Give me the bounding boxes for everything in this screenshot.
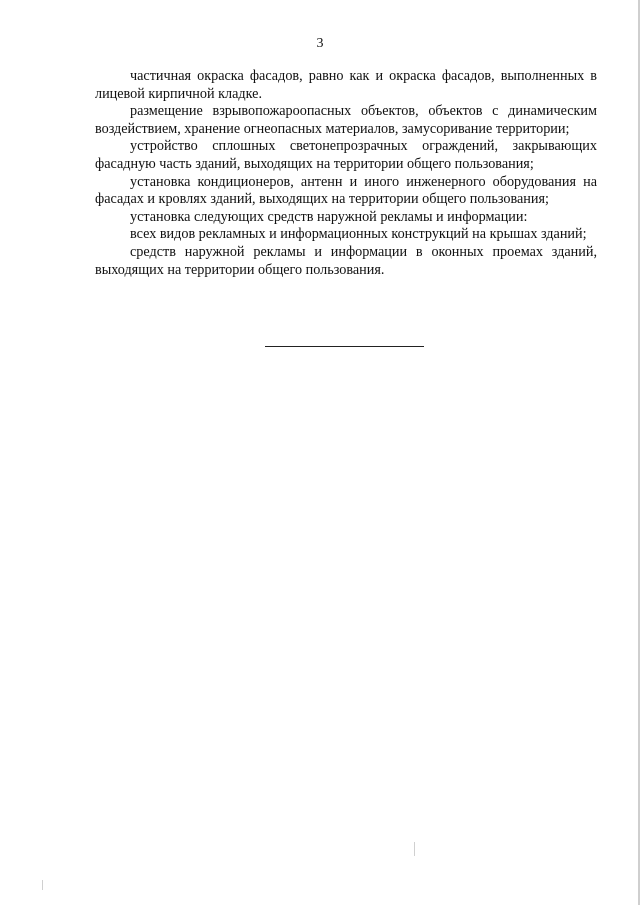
document-body <box>95 68 597 279</box>
paragraph-solid-fences: устройство сплошных светонепрозрачных ограждений, закрывающих фасадную часть зданий, выходящих на территории общего пользования; <box>95 138 597 172</box>
scan-artifact <box>42 880 43 890</box>
paragraph-hazardous-objects: размещение взрывопожароопасных объектов, объектов с динамическим воздействием, хранение огнеопасных материалов, замусоривание территории; <box>95 103 597 137</box>
paragraph-roof-advertising: всех видов рекламных и информационных конструкций на крышах зданий; <box>130 226 587 243</box>
paragraph-window-advertising: средств наружной рекламы и информации в оконных проемах зданий, выходящих на территории общего пользования. <box>95 243 597 278</box>
paragraph-facade-painting: частичная окраска фасадов, равно как и окраска фасадов, выполненных в лицевой кирпичной кладке. <box>95 68 597 102</box>
scan-artifact <box>414 842 415 856</box>
paragraph-advertising-intro: установка следующих средств наружной рекламы и информации: <box>130 208 528 225</box>
end-separator-line <box>265 346 424 347</box>
paragraph-equipment-installation: установка кондиционеров, антенн и иного инженерного оборудования на фасадах и кровлях зданий, выходящих на территории общего пользования; <box>95 173 597 208</box>
page-number: 3 <box>316 36 324 51</box>
